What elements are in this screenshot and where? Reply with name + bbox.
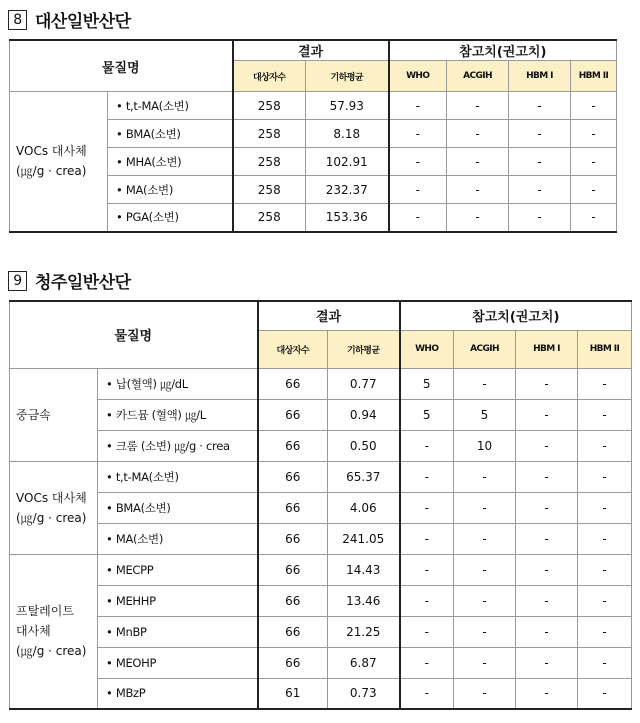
- table-row: [10, 399, 632, 430]
- item-name: • BMA(소변): [98, 492, 258, 523]
- hbm1-cell: -: [516, 523, 578, 554]
- hbm2-cell: -: [578, 554, 632, 585]
- subjects-cell: 66: [258, 616, 328, 647]
- acgih-cell: -: [447, 92, 509, 120]
- subjects-cell: 66: [258, 523, 328, 554]
- geomean-cell: 0.77: [328, 368, 400, 399]
- acgih-cell: -: [454, 616, 516, 647]
- col-hbm2: HBM II: [578, 330, 632, 368]
- subjects-cell: 61: [258, 678, 328, 709]
- who-cell: -: [389, 92, 447, 120]
- hbm1-cell: -: [516, 678, 578, 709]
- geomean-cell: 8.18: [306, 120, 389, 148]
- acgih-cell: -: [454, 368, 516, 399]
- geomean-cell: 21.25: [328, 616, 400, 647]
- item-name: • 카드뮴 (혈액) ㎍/L: [98, 399, 258, 430]
- col-geomean: 기하평균: [328, 330, 400, 368]
- item-name: • BMA(소변): [108, 120, 233, 148]
- acgih-cell: -: [454, 492, 516, 523]
- col-subjects: 대상자수: [258, 330, 328, 368]
- who-cell: -: [389, 204, 447, 232]
- who-cell: -: [400, 616, 454, 647]
- hbm2-cell: -: [578, 616, 632, 647]
- acgih-cell: -: [447, 120, 509, 148]
- hbm2-cell: -: [578, 678, 632, 709]
- acgih-cell: 10: [454, 430, 516, 461]
- item-name: • 크롬 (소변) ㎍/g · crea: [98, 430, 258, 461]
- col-who: WHO: [389, 61, 447, 92]
- section-8-number: 8: [8, 10, 27, 30]
- hbm1-cell: -: [509, 204, 571, 232]
- item-name: • 납(혈액) ㎍/dL: [98, 368, 258, 399]
- who-cell: -: [400, 585, 454, 616]
- table-row: [10, 92, 617, 120]
- subjects-cell: 258: [233, 92, 306, 120]
- acgih-cell: -: [447, 176, 509, 204]
- subjects-cell: 258: [233, 176, 306, 204]
- who-cell: -: [389, 120, 447, 148]
- hbm1-cell: -: [516, 585, 578, 616]
- acgih-cell: -: [447, 148, 509, 176]
- acgih-cell: -: [454, 647, 516, 678]
- who-cell: -: [400, 461, 454, 492]
- subjects-cell: 66: [258, 554, 328, 585]
- table-row: [10, 461, 632, 492]
- group-label: VOCs 대사체 (㎍/g · crea): [10, 461, 98, 554]
- hbm2-cell: -: [578, 523, 632, 554]
- col-hbm1: HBM I: [516, 330, 578, 368]
- who-cell: -: [389, 176, 447, 204]
- hbm2-cell: -: [578, 461, 632, 492]
- subjects-cell: 258: [233, 148, 306, 176]
- section-8-title: 대산일반산단: [35, 12, 131, 32]
- hbm2-cell: -: [578, 430, 632, 461]
- geomean-cell: 0.94: [328, 399, 400, 430]
- who-cell: -: [400, 430, 454, 461]
- who-cell: -: [400, 554, 454, 585]
- item-name: • MA(소변): [98, 523, 258, 554]
- table-row: [10, 368, 632, 399]
- geomean-cell: 0.73: [328, 678, 400, 709]
- subjects-cell: 66: [258, 368, 328, 399]
- section-8-table: [9, 39, 617, 233]
- acgih-cell: -: [454, 585, 516, 616]
- hbm2-cell: -: [578, 399, 632, 430]
- geomean-cell: 13.46: [328, 585, 400, 616]
- col-acgih: ACGIH: [447, 61, 509, 92]
- hbm2-cell: -: [578, 585, 632, 616]
- subjects-cell: 66: [258, 585, 328, 616]
- table-row: [10, 678, 632, 709]
- geomean-cell: 4.06: [328, 492, 400, 523]
- who-cell: 5: [400, 399, 454, 430]
- acgih-cell: -: [454, 554, 516, 585]
- item-name: • MECPP: [98, 554, 258, 585]
- hbm1-cell: -: [516, 461, 578, 492]
- reference-header: 참고치(권고치): [400, 301, 632, 330]
- item-name: • MnBP: [98, 616, 258, 647]
- item-name: • MEOHP: [98, 647, 258, 678]
- result-header: 결과: [233, 40, 389, 61]
- hbm2-cell: -: [571, 120, 617, 148]
- who-cell: -: [400, 678, 454, 709]
- table-row: [10, 492, 632, 523]
- col-hbm1: HBM I: [509, 61, 571, 92]
- who-cell: -: [400, 647, 454, 678]
- who-cell: -: [400, 523, 454, 554]
- group-label: VOCs 대사체 (㎍/g · crea): [10, 92, 108, 232]
- geomean-cell: 6.87: [328, 647, 400, 678]
- subjects-cell: 258: [233, 204, 306, 232]
- substance-header: 물질명: [10, 40, 233, 92]
- item-name: • MBzP: [98, 678, 258, 709]
- hbm2-cell: -: [571, 92, 617, 120]
- hbm2-cell: -: [571, 204, 617, 232]
- table-row: [10, 554, 632, 585]
- geomean-cell: 153.36: [306, 204, 389, 232]
- subjects-cell: 66: [258, 492, 328, 523]
- col-hbm2: HBM II: [571, 61, 617, 92]
- hbm1-cell: -: [516, 554, 578, 585]
- acgih-cell: -: [447, 204, 509, 232]
- section-9-heading: [8, 268, 131, 293]
- hbm1-cell: -: [516, 647, 578, 678]
- subjects-cell: 258: [233, 120, 306, 148]
- hbm1-cell: -: [516, 368, 578, 399]
- subjects-cell: 66: [258, 399, 328, 430]
- acgih-cell: -: [454, 678, 516, 709]
- hbm2-cell: -: [571, 148, 617, 176]
- who-cell: -: [400, 492, 454, 523]
- item-name: • PGA(소변): [108, 204, 233, 232]
- item-name: • MHA(소변): [108, 148, 233, 176]
- item-name: • t,t-MA(소변): [108, 92, 233, 120]
- section-9-title: 청주일반산단: [35, 273, 131, 293]
- table-row: [10, 523, 632, 554]
- subjects-cell: 66: [258, 430, 328, 461]
- group-label: 프탈레이트 대사체 (㎍/g · crea): [10, 554, 98, 709]
- geomean-cell: 102.91: [306, 148, 389, 176]
- table-row: [10, 647, 632, 678]
- subjects-cell: 66: [258, 461, 328, 492]
- acgih-cell: -: [454, 461, 516, 492]
- item-name: • t,t-MA(소변): [98, 461, 258, 492]
- reference-header: 참고치(권고치): [389, 40, 617, 61]
- col-subjects: 대상자수: [233, 61, 306, 92]
- substance-header: 물질명: [10, 301, 258, 368]
- table-row: [10, 430, 632, 461]
- col-who: WHO: [400, 330, 454, 368]
- hbm1-cell: -: [516, 399, 578, 430]
- item-name: • MA(소변): [108, 176, 233, 204]
- hbm1-cell: -: [516, 430, 578, 461]
- section-9-table: [9, 300, 632, 710]
- hbm1-cell: -: [509, 176, 571, 204]
- geomean-cell: 241.05: [328, 523, 400, 554]
- geomean-cell: 14.43: [328, 554, 400, 585]
- hbm1-cell: -: [509, 120, 571, 148]
- result-header: 결과: [258, 301, 400, 330]
- subjects-cell: 66: [258, 647, 328, 678]
- acgih-cell: -: [454, 523, 516, 554]
- hbm2-cell: -: [578, 647, 632, 678]
- acgih-cell: 5: [454, 399, 516, 430]
- geomean-cell: 0.50: [328, 430, 400, 461]
- hbm1-cell: -: [516, 616, 578, 647]
- item-name: • MEHHP: [98, 585, 258, 616]
- section-9-number: 9: [8, 271, 27, 291]
- geomean-cell: 232.37: [306, 176, 389, 204]
- hbm1-cell: -: [516, 492, 578, 523]
- geomean-cell: 65.37: [328, 461, 400, 492]
- group-label: 중금속: [10, 368, 98, 461]
- table-row: [10, 616, 632, 647]
- who-cell: 5: [400, 368, 454, 399]
- hbm2-cell: -: [578, 368, 632, 399]
- col-acgih: ACGIH: [454, 330, 516, 368]
- hbm1-cell: -: [509, 148, 571, 176]
- hbm1-cell: -: [509, 92, 571, 120]
- who-cell: -: [389, 148, 447, 176]
- col-geomean: 기하평균: [306, 61, 389, 92]
- geomean-cell: 57.93: [306, 92, 389, 120]
- hbm2-cell: -: [578, 492, 632, 523]
- section-8-heading: [8, 7, 131, 32]
- table-row: [10, 585, 632, 616]
- hbm2-cell: -: [571, 176, 617, 204]
